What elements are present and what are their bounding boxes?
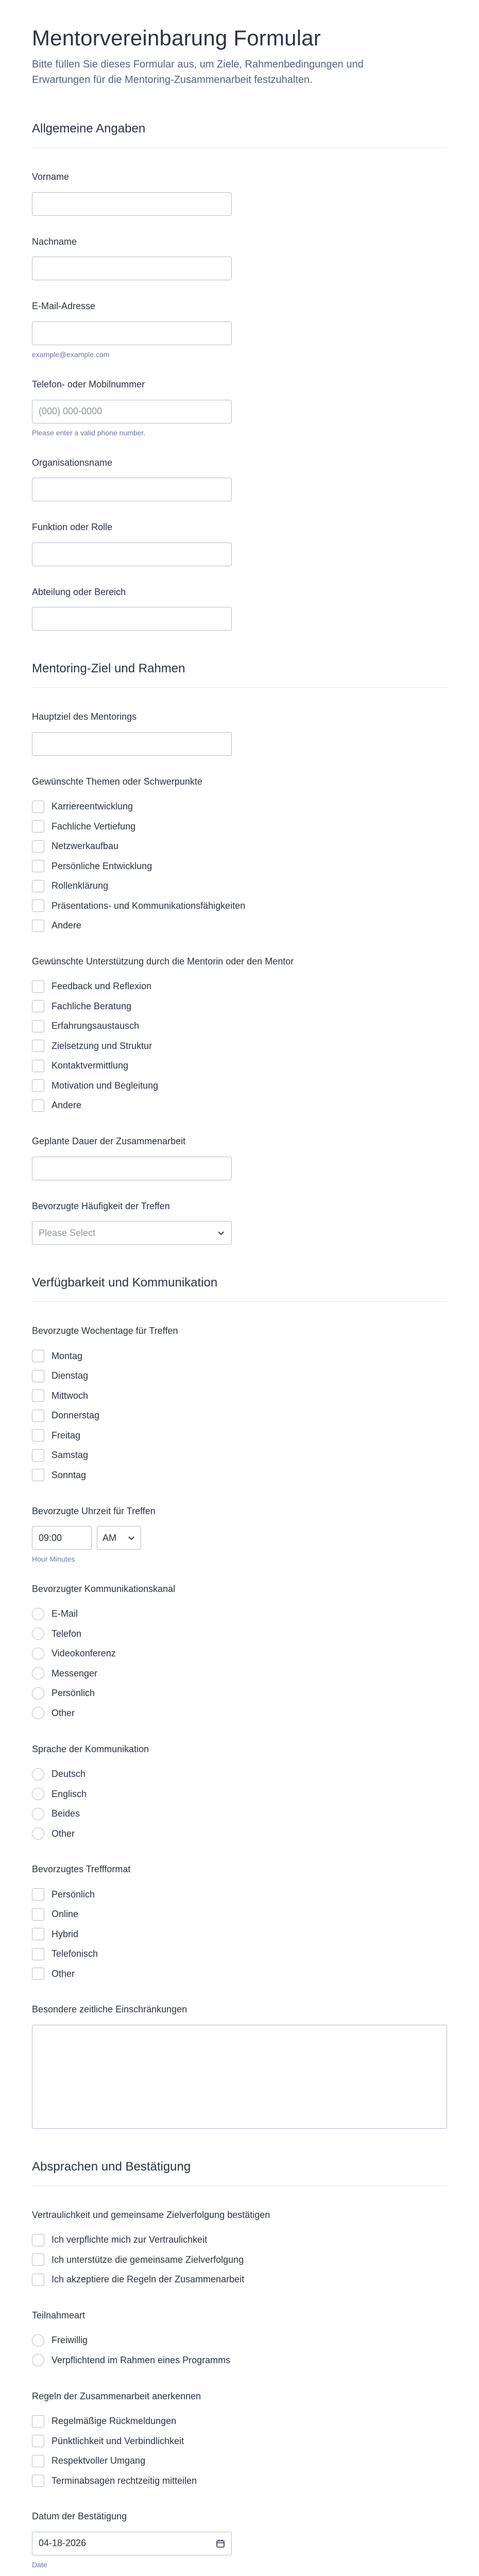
label-email: E-Mail-Adresse xyxy=(32,301,96,312)
option-label: Rollenklärung xyxy=(52,880,109,891)
date-input[interactable] xyxy=(32,2532,232,2555)
time-sublabel: Hour Minutes xyxy=(32,1555,75,1564)
checkbox-option[interactable] xyxy=(32,896,447,916)
label-einschraenkungen: Besondere zeitliche Einschränkungen xyxy=(32,2004,187,2015)
checkbox-option[interactable] xyxy=(32,1426,447,1446)
section-divider xyxy=(32,2185,447,2186)
checkbox-option[interactable] xyxy=(32,1446,447,1466)
label-teilnahmeart: Teilnahmeart xyxy=(32,2310,85,2321)
email-sublabel: example@example.com xyxy=(32,350,110,359)
option-label: Other xyxy=(52,1828,75,1839)
option-label: Ich akzeptiere die Regeln der Zusammenarbeit xyxy=(52,2274,245,2285)
form-title: Mentorvereinbarung Formular xyxy=(32,26,321,50)
radio-button[interactable] xyxy=(32,1608,44,1620)
field-einschraenkungen xyxy=(32,2004,447,2129)
calendar-icon[interactable] xyxy=(216,2539,225,2548)
checkbox-option[interactable] xyxy=(32,996,447,1016)
option-label: Telefonisch xyxy=(52,1948,98,1959)
field-dauer xyxy=(32,1136,447,1180)
checkbox[interactable] xyxy=(32,1020,44,1032)
checkbox-option[interactable] xyxy=(32,1944,447,1964)
checkbox[interactable] xyxy=(32,2274,44,2286)
option-label: Montag xyxy=(52,1350,83,1361)
label-hauptziel: Hauptziel des Mentorings xyxy=(32,711,137,722)
checkbox[interactable] xyxy=(32,880,44,892)
teilnahme-options xyxy=(32,2331,447,2370)
label-sprache: Sprache der Kommunikation xyxy=(32,1743,149,1754)
label-dauer: Geplante Dauer der Zusammenarbeit xyxy=(32,1136,186,1147)
option-label: Donnerstag xyxy=(52,1410,100,1421)
field-teilnahmeart xyxy=(32,2310,447,2370)
radio-option[interactable] xyxy=(32,1764,447,1784)
field-nachname xyxy=(32,236,447,281)
nachname-input[interactable] xyxy=(32,257,232,280)
option-label: Persönlich xyxy=(52,1688,95,1699)
checkbox[interactable] xyxy=(32,801,44,813)
email-input[interactable] xyxy=(32,321,232,345)
radio-option[interactable] xyxy=(32,1604,447,1624)
checkbox[interactable] xyxy=(32,2455,44,2467)
radio-option[interactable] xyxy=(32,1684,447,1704)
einschraenkungen-textarea[interactable] xyxy=(32,2025,447,2129)
field-sprache xyxy=(32,1744,447,1844)
checkbox-option[interactable] xyxy=(32,1924,447,1944)
checkbox-option[interactable] xyxy=(32,2250,447,2270)
radio-button[interactable] xyxy=(32,1768,44,1781)
checkbox-option[interactable] xyxy=(32,837,447,857)
checkbox[interactable] xyxy=(32,920,44,932)
checkbox[interactable] xyxy=(32,1000,44,1012)
field-phone xyxy=(32,379,447,437)
checkbox-option[interactable] xyxy=(32,1016,447,1037)
field-vorname xyxy=(32,172,447,216)
checkbox-option[interactable] xyxy=(32,1076,447,1096)
section-divider xyxy=(32,1301,447,1302)
kanal-options xyxy=(32,1604,447,1723)
checkbox[interactable] xyxy=(32,2415,44,2428)
checkbox[interactable] xyxy=(32,1079,44,1092)
radio-button[interactable] xyxy=(32,1648,44,1660)
radio-button[interactable] xyxy=(32,1788,44,1800)
date-sublabel: Date xyxy=(32,2560,47,2569)
field-wochentage xyxy=(32,1326,447,1485)
checkbox[interactable] xyxy=(32,1429,44,1442)
field-unterstuetzung xyxy=(32,956,447,1115)
radio-option[interactable] xyxy=(32,1664,447,1684)
field-email xyxy=(32,301,447,359)
radio-option[interactable] xyxy=(32,2350,447,2370)
radio-button[interactable] xyxy=(32,2354,44,2366)
section-divider xyxy=(32,687,447,688)
radio-button[interactable] xyxy=(32,1667,44,1680)
option-label: Ich unterstütze die gemeinsame Zielverfolgung xyxy=(52,2254,244,2265)
option-label: Verpflichtend im Rahmen eines Programms xyxy=(52,2354,231,2365)
phone-input[interactable]: (000) 000-0000 xyxy=(32,400,232,423)
checkbox[interactable] xyxy=(32,2435,44,2447)
field-themen xyxy=(32,776,447,936)
hauptziel-input[interactable] xyxy=(32,732,232,756)
checkbox[interactable] xyxy=(32,1370,44,1382)
option-label: Telefon xyxy=(52,1628,82,1639)
checkbox-option[interactable] xyxy=(32,1964,447,1984)
section-title: Verfügbarkeit und Kommunikation xyxy=(32,1276,218,1290)
checkbox[interactable] xyxy=(32,2475,44,2487)
option-label: Pünktlichkeit und Verbindlichkeit xyxy=(52,2435,184,2446)
rolle-input[interactable] xyxy=(32,543,232,566)
checkbox-option[interactable] xyxy=(32,1346,447,1366)
checkbox[interactable] xyxy=(32,1948,44,1960)
regeln-options xyxy=(32,2411,447,2490)
checkbox-option[interactable] xyxy=(32,817,447,837)
option-label: Mittwoch xyxy=(52,1390,89,1401)
checkbox[interactable] xyxy=(32,1908,44,1921)
checkbox-option[interactable] xyxy=(32,876,447,896)
time-input[interactable]: 09:00 xyxy=(32,1526,92,1550)
radio-option[interactable] xyxy=(32,2331,447,2351)
field-format xyxy=(32,1864,447,1984)
checkbox[interactable] xyxy=(32,1099,44,1112)
option-label: Hybrid xyxy=(52,1928,79,1939)
checkbox-option[interactable] xyxy=(32,1036,447,1056)
organisation-input[interactable] xyxy=(32,478,232,501)
checkbox-option[interactable] xyxy=(32,1096,447,1116)
checkbox[interactable] xyxy=(32,1389,44,1402)
label-organisation: Organisationsname xyxy=(32,457,113,468)
option-label: Fachliche Beratung xyxy=(52,1001,132,1011)
checkbox[interactable] xyxy=(32,820,44,833)
label-datum: Datum der Bestätigung xyxy=(32,2511,127,2522)
option-label: Motivation und Begleitung xyxy=(52,1080,159,1091)
radio-button[interactable] xyxy=(32,2334,44,2347)
checkbox[interactable] xyxy=(32,860,44,872)
option-label: Online xyxy=(52,1909,79,1920)
checkbox-option[interactable] xyxy=(32,2431,447,2451)
option-label: Andere xyxy=(52,1100,82,1111)
option-label: Respektvoller Umgang xyxy=(52,2455,146,2466)
label-regeln: Regeln der Zusammenarbeit anerkennen xyxy=(32,2391,201,2401)
option-label: E-Mail xyxy=(52,1608,78,1619)
label-unterstuetzung: Gewünschte Unterstützung durch die Mentorin oder den Mentor xyxy=(32,956,294,967)
label-vorname: Vorname xyxy=(32,172,70,182)
label-nachname: Nachname xyxy=(32,236,77,247)
checkbox[interactable] xyxy=(32,1449,44,1462)
radio-button[interactable] xyxy=(32,1827,44,1840)
checkbox[interactable] xyxy=(32,1060,44,1072)
radio-button[interactable] xyxy=(32,1687,44,1700)
radio-option[interactable] xyxy=(32,1824,447,1844)
unterstuetzung-options xyxy=(32,977,447,1116)
checkbox-option[interactable] xyxy=(32,2270,447,2290)
form-subtitle: Bitte füllen Sie dieses Formular aus, um Ziele, Rahmenbedingungen und Erwartungen für die Mentoring-Zusammenarbeit festzuhalten. xyxy=(32,59,364,86)
option-label: Feedback und Reflexion xyxy=(52,981,152,992)
checkbox-option[interactable] xyxy=(32,797,447,817)
option-label: Netzwerkaufbau xyxy=(52,841,119,852)
checkbox-option[interactable] xyxy=(32,2230,447,2250)
checkbox-option[interactable] xyxy=(32,2471,447,2491)
label-uhrzeit: Bevorzugte Uhrzeit für Treffen xyxy=(32,1505,156,1516)
section-divider xyxy=(32,147,447,148)
section-title: Absprachen und Bestätigung xyxy=(32,2159,191,2174)
label-vertraulichkeit: Vertraulichkeit und gemeinsame Zielverfolgung bestätigen xyxy=(32,2209,270,2220)
field-uhrzeit xyxy=(32,1506,447,1564)
option-label: Persönliche Entwicklung xyxy=(52,860,152,871)
checkbox[interactable] xyxy=(32,1888,44,1901)
sprache-options xyxy=(32,1764,447,1843)
option-label: Freiwillig xyxy=(52,2335,88,2346)
checkbox[interactable] xyxy=(32,900,44,912)
checkbox-option[interactable] xyxy=(32,1885,447,1905)
ampm-select[interactable] xyxy=(97,1526,141,1550)
radio-option[interactable] xyxy=(32,1703,447,1723)
checkbox-option[interactable] xyxy=(32,977,447,997)
checkbox[interactable] xyxy=(32,1410,44,1422)
radio-option[interactable] xyxy=(32,1624,447,1644)
label-themen: Gewünschte Themen oder Schwerpunkte xyxy=(32,776,202,787)
label-format: Bevorzugtes Treffformat xyxy=(32,1864,131,1875)
date-value: 04-18-2026 xyxy=(39,2538,87,2549)
radio-button[interactable] xyxy=(32,1628,44,1640)
option-label: Samstag xyxy=(52,1450,89,1461)
field-kanal xyxy=(32,1584,447,1723)
section-verfuegbarkeit xyxy=(32,1276,447,1302)
option-label: Sonntag xyxy=(52,1469,87,1480)
option-label: Messenger xyxy=(52,1668,98,1679)
checkbox-option[interactable] xyxy=(32,1056,447,1076)
option-label: Englisch xyxy=(52,1788,87,1799)
field-regeln xyxy=(32,2391,447,2491)
field-rolle xyxy=(32,522,447,566)
checkbox-option[interactable] xyxy=(32,1406,447,1426)
checkbox[interactable] xyxy=(32,2253,44,2266)
section-title: Allgemeine Angaben xyxy=(32,122,146,136)
option-label: Erfahrungsaustausch xyxy=(52,1021,140,1031)
ampm-value: AM xyxy=(102,1532,116,1543)
field-organisation xyxy=(32,457,447,502)
option-label: Fachliche Vertiefung xyxy=(52,821,136,832)
checkbox-option[interactable] xyxy=(32,1366,447,1386)
option-label: Beides xyxy=(52,1808,80,1819)
checkbox[interactable] xyxy=(32,1040,44,1052)
option-label: Andere xyxy=(52,920,82,931)
checkbox[interactable] xyxy=(32,2234,44,2246)
section-mentoring-ziel xyxy=(32,662,447,688)
option-label: Videokonferenz xyxy=(52,1648,116,1659)
option-label: Freitag xyxy=(52,1430,81,1440)
checkbox-option[interactable] xyxy=(32,1465,447,1485)
option-label: Regelmäßige Rückmeldungen xyxy=(52,2416,177,2427)
checkbox-option[interactable] xyxy=(32,2451,447,2471)
option-label: Zielsetzung und Struktur xyxy=(52,1040,152,1051)
field-haeufigkeit xyxy=(32,1201,447,1245)
vorname-input[interactable] xyxy=(32,192,232,216)
label-rolle: Funktion oder Rolle xyxy=(32,522,113,533)
section-absprachen xyxy=(32,2160,447,2186)
select-placeholder: Please Select xyxy=(39,1227,96,1238)
checkbox-option[interactable] xyxy=(32,916,447,936)
field-hauptziel xyxy=(32,711,447,756)
field-abteilung xyxy=(32,587,447,631)
radio-option[interactable] xyxy=(32,1784,447,1804)
chevron-down-icon xyxy=(217,1229,225,1237)
label-wochentage: Bevorzugte Wochentage für Treffen xyxy=(32,1326,178,1336)
option-label: Other xyxy=(52,1968,75,1979)
checkbox[interactable] xyxy=(32,1968,44,1980)
checkbox[interactable] xyxy=(32,1928,44,1940)
dauer-input[interactable] xyxy=(32,1157,232,1180)
chevron-down-icon xyxy=(127,1534,135,1542)
radio-option[interactable] xyxy=(32,1644,447,1664)
label-abteilung: Abteilung oder Bereich xyxy=(32,586,126,597)
option-label: Other xyxy=(52,1707,75,1718)
format-options xyxy=(32,1885,447,1984)
form-header xyxy=(32,0,447,88)
radio-button[interactable] xyxy=(32,1808,44,1820)
checkbox[interactable] xyxy=(32,1350,44,1362)
option-label: Präsentations- und Kommunikationsfähigkeiten xyxy=(52,900,246,911)
label-kanal: Bevorzugter Kommunikationskanal xyxy=(32,1584,176,1595)
wochentage-options xyxy=(32,1346,447,1485)
abteilung-input[interactable] xyxy=(32,607,232,631)
checkbox[interactable] xyxy=(32,980,44,993)
radio-option[interactable] xyxy=(32,1804,447,1824)
checkbox-option[interactable] xyxy=(32,856,447,876)
phone-sublabel: Please enter a valid phone number. xyxy=(32,428,146,437)
label-haeufigkeit: Bevorzugte Häufigkeit der Treffen xyxy=(32,1200,170,1211)
section-allgemeine-angaben xyxy=(32,122,447,148)
checkbox-option[interactable] xyxy=(32,1904,447,1924)
option-label: Karriereentwicklung xyxy=(52,801,133,812)
time-row xyxy=(32,1526,447,1550)
section-title: Mentoring-Ziel und Rahmen xyxy=(32,662,185,676)
checkbox-option[interactable] xyxy=(32,2411,447,2431)
haeufigkeit-select[interactable] xyxy=(32,1221,232,1245)
radio-button[interactable] xyxy=(32,1707,44,1719)
checkbox-option[interactable] xyxy=(32,1386,447,1406)
field-vertraulichkeit xyxy=(32,2210,447,2290)
option-label: Dienstag xyxy=(52,1370,89,1381)
checkbox[interactable] xyxy=(32,840,44,853)
checkbox[interactable] xyxy=(32,1469,44,1481)
option-label: Deutsch xyxy=(52,1769,86,1780)
label-phone: Telefon- oder Mobilnummer xyxy=(32,379,145,390)
option-label: Terminabsagen rechtzeitig mitteilen xyxy=(52,2475,197,2486)
option-label: Kontaktvermittlung xyxy=(52,1060,129,1071)
themen-options xyxy=(32,797,447,936)
field-datum xyxy=(32,2511,447,2569)
option-label: Ich verpflichte mich zur Vertraulichkeit xyxy=(52,2234,208,2245)
vertraulichkeit-options xyxy=(32,2230,447,2290)
option-label: Persönlich xyxy=(52,1889,95,1900)
